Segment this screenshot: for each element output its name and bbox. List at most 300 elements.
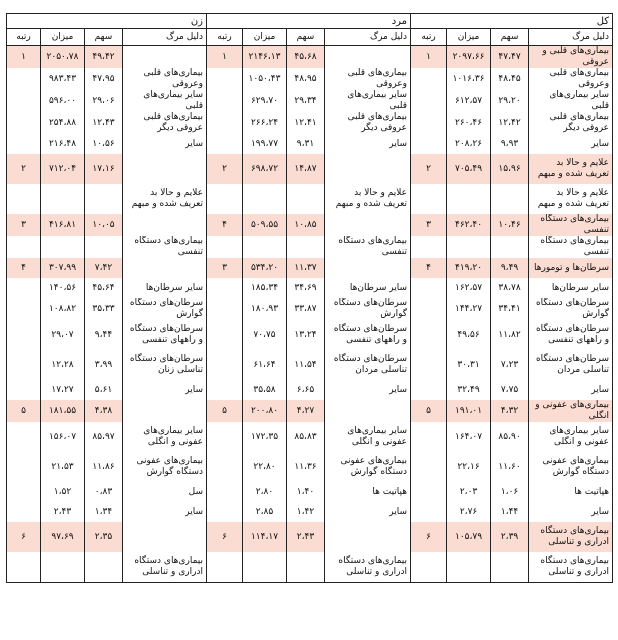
total-share-cell: ۱۲،۴۲ bbox=[491, 112, 529, 134]
subcategory-row bbox=[7, 278, 613, 298]
female-rate-cell: ۱۵۶،۰۷ bbox=[41, 422, 85, 452]
total-share-cell: ۲،۳۹ bbox=[491, 522, 529, 552]
total-cause-cell: بیماری‌های دستگاه ادراری و تناسلی bbox=[529, 552, 613, 583]
male-cause-cell: سایر سرطان‌ها bbox=[325, 278, 411, 298]
female-cause-cell: سایر bbox=[123, 380, 207, 400]
total-rank-cell bbox=[411, 90, 447, 112]
male-share-cell: ۴۵،۶۸ bbox=[287, 46, 325, 69]
total-cause-cell: هپاتیت ها bbox=[529, 482, 613, 502]
total-share-cell: ۱،۴۴ bbox=[491, 502, 529, 522]
female-share-cell: ۲۹،۰۶ bbox=[85, 90, 123, 112]
female-cause-cell: سایر سرطان‌ها bbox=[123, 278, 207, 298]
total-rate-cell: ۱۰۵،۷۹ bbox=[447, 522, 491, 552]
total-share-cell: ۱۱،۸۲ bbox=[491, 320, 529, 350]
female-rank-cell bbox=[7, 134, 41, 154]
total-rank-cell bbox=[411, 278, 447, 298]
header-cause: دلیل مرگ bbox=[529, 29, 613, 46]
subcategory-row bbox=[7, 380, 613, 400]
female-rank-cell bbox=[7, 320, 41, 350]
total-rate-cell: ۲۰۹۷،۶۶ bbox=[447, 46, 491, 69]
female-rate-cell: ۲۰۵۰،۷۸ bbox=[41, 46, 85, 69]
total-share-cell: ۴۷،۴۷ bbox=[491, 46, 529, 69]
header-share: سهم bbox=[491, 29, 529, 46]
female-rate-cell: ۲۱،۵۳ bbox=[41, 452, 85, 482]
total-share-cell: ۴۸،۴۵ bbox=[491, 68, 529, 90]
female-cause-cell: بیماری‌های قلبی عروقی دیگر bbox=[123, 112, 207, 134]
male-cause-cell bbox=[325, 154, 411, 184]
male-cause-cell bbox=[325, 522, 411, 552]
total-rank-cell bbox=[411, 298, 447, 320]
female-share-cell: ۵،۶۱ bbox=[85, 380, 123, 400]
category-row bbox=[7, 154, 613, 184]
male-share-cell: ۴۸،۹۵ bbox=[287, 68, 325, 90]
female-rate-cell: ۲۱۶،۴۸ bbox=[41, 134, 85, 154]
total-rank-cell bbox=[411, 112, 447, 134]
male-share-cell: ۱۳،۲۴ bbox=[287, 320, 325, 350]
female-rank-cell bbox=[7, 68, 41, 90]
male-rank-cell bbox=[207, 502, 243, 522]
female-rate-cell: ۱۰۸،۸۲ bbox=[41, 298, 85, 320]
category-row bbox=[7, 400, 613, 422]
total-share-cell: ۷،۲۳ bbox=[491, 350, 529, 380]
total-rate-cell bbox=[447, 552, 491, 583]
female-share-cell: ۰،۸۳ bbox=[85, 482, 123, 502]
male-cause-cell: سایر bbox=[325, 380, 411, 400]
female-rank-cell bbox=[7, 422, 41, 452]
total-cause-cell: بیماری‌های قلبی و عروقی bbox=[529, 46, 613, 69]
male-share-cell bbox=[287, 236, 325, 258]
total-rank-cell: ۴ bbox=[411, 258, 447, 278]
total-share-cell bbox=[491, 184, 529, 214]
female-rate-cell: ۱۷،۲۷ bbox=[41, 380, 85, 400]
header-rate: میزان bbox=[243, 29, 287, 46]
male-cause-cell: سایر بیماری‌های عفونی و انگلی bbox=[325, 422, 411, 452]
male-rate-cell: ۵۰۹،۵۵ bbox=[243, 214, 287, 236]
total-cause-cell: سایر bbox=[529, 380, 613, 400]
female-share-cell: ۴۵،۶۴ bbox=[85, 278, 123, 298]
male-cause-cell: سرطان‌های دستگاه تناسلی مردان bbox=[325, 350, 411, 380]
female-rate-cell: ۴۱۶،۸۱ bbox=[41, 214, 85, 236]
subcategory-row bbox=[7, 90, 613, 112]
male-rank-cell: ۴ bbox=[207, 214, 243, 236]
total-rank-cell bbox=[411, 552, 447, 583]
female-cause-cell: بیماری‌های عفونی دستگاه گوارش bbox=[123, 452, 207, 482]
male-cause-cell: سرطان‌های دستگاه و راههای تنفسی bbox=[325, 320, 411, 350]
female-rate-cell: ۲،۴۳ bbox=[41, 502, 85, 522]
female-rate-cell: ۱،۵۲ bbox=[41, 482, 85, 502]
total-share-cell: ۱۰،۴۶ bbox=[491, 214, 529, 236]
male-rank-cell bbox=[207, 452, 243, 482]
female-rate-cell: ۵۹۶،۰۰ bbox=[41, 90, 85, 112]
male-share-cell: ۲۹،۳۴ bbox=[287, 90, 325, 112]
male-rate-cell: ۱۱۴،۱۷ bbox=[243, 522, 287, 552]
total-rank-cell: ۳ bbox=[411, 214, 447, 236]
female-rank-cell: ۱ bbox=[7, 46, 41, 69]
group-total-label: کل bbox=[411, 14, 613, 29]
subcategory-row bbox=[7, 350, 613, 380]
female-share-cell bbox=[85, 184, 123, 214]
male-rate-cell bbox=[243, 184, 287, 214]
column-header-row bbox=[7, 29, 613, 46]
female-rank-cell: ۵ bbox=[7, 400, 41, 422]
female-rank-cell bbox=[7, 90, 41, 112]
total-rate-cell: ۳۰،۳۱ bbox=[447, 350, 491, 380]
total-cause-cell: بیماری‌های عفونی دستگاه گوارش bbox=[529, 452, 613, 482]
total-cause-cell: سایر بیماری‌های عفونی و انگلی bbox=[529, 422, 613, 452]
female-share-cell: ۳،۹۹ bbox=[85, 350, 123, 380]
female-rank-cell bbox=[7, 350, 41, 380]
female-share-cell bbox=[85, 552, 123, 583]
subcategory-row bbox=[7, 112, 613, 134]
female-cause-cell: بیماری‌های دستگاه تنفسی bbox=[123, 236, 207, 258]
total-rate-cell bbox=[447, 184, 491, 214]
male-share-cell: ۸۵،۸۳ bbox=[287, 422, 325, 452]
male-rank-cell bbox=[207, 320, 243, 350]
male-rate-cell: ۵۳۴،۲۰ bbox=[243, 258, 287, 278]
header-cause: دلیل مرگ bbox=[123, 29, 207, 46]
female-rate-cell: ۱۴۰،۵۶ bbox=[41, 278, 85, 298]
male-cause-cell: سایر بیماری‌های قلبی bbox=[325, 90, 411, 112]
male-rate-cell: ۲۰۰،۸۰ bbox=[243, 400, 287, 422]
male-share-cell: ۲،۴۳ bbox=[287, 522, 325, 552]
total-rank-cell: ۱ bbox=[411, 46, 447, 69]
male-share-cell: ۱۰،۸۵ bbox=[287, 214, 325, 236]
male-rate-cell: ۱۰۵۰،۴۳ bbox=[243, 68, 287, 90]
female-cause-cell: بیماری‌های دستگاه ادراری و تناسلی bbox=[123, 552, 207, 583]
subcategory-row bbox=[7, 236, 613, 258]
male-rank-cell bbox=[207, 482, 243, 502]
male-cause-cell: بیماری‌های دستگاه ادراری و تناسلی bbox=[325, 552, 411, 583]
category-row bbox=[7, 214, 613, 236]
total-cause-cell: بیماری‌های دستگاه ادراری و تناسلی bbox=[529, 522, 613, 552]
male-share-cell: ۱۱،۳۶ bbox=[287, 452, 325, 482]
male-share-cell: ۶،۶۵ bbox=[287, 380, 325, 400]
male-share-cell: ۱،۴۰ bbox=[287, 482, 325, 502]
total-cause-cell: بیماری‌های قلبی وعروقی bbox=[529, 68, 613, 90]
male-rate-cell: ۲۲،۸۰ bbox=[243, 452, 287, 482]
male-rate-cell: ۲۶۶،۲۴ bbox=[243, 112, 287, 134]
male-cause-cell bbox=[325, 400, 411, 422]
header-rate: میزان bbox=[447, 29, 491, 46]
male-rate-cell: ۱۷۲،۳۵ bbox=[243, 422, 287, 452]
total-rank-cell bbox=[411, 482, 447, 502]
female-rank-cell bbox=[7, 380, 41, 400]
total-share-cell: ۱۵،۹۶ bbox=[491, 154, 529, 184]
female-rate-cell bbox=[41, 184, 85, 214]
subcategory-row bbox=[7, 298, 613, 320]
total-share-cell: ۹،۴۹ bbox=[491, 258, 529, 278]
total-share-cell: ۹،۹۳ bbox=[491, 134, 529, 154]
total-rate-cell: ۱۶۴،۰۷ bbox=[447, 422, 491, 452]
female-share-cell: ۲،۳۵ bbox=[85, 522, 123, 552]
subcategory-row bbox=[7, 502, 613, 522]
total-rate-cell: ۴۹،۵۶ bbox=[447, 320, 491, 350]
total-cause-cell: سرطان‌ها و تومورها bbox=[529, 258, 613, 278]
female-rate-cell bbox=[41, 552, 85, 583]
total-share-cell: ۱۱،۶۰ bbox=[491, 452, 529, 482]
subcategory-row bbox=[7, 134, 613, 154]
header-cause: دلیل مرگ bbox=[325, 29, 411, 46]
total-rate-cell: ۱۴۴،۲۷ bbox=[447, 298, 491, 320]
female-share-cell bbox=[85, 236, 123, 258]
female-rank-cell bbox=[7, 552, 41, 583]
male-rank-cell bbox=[207, 134, 243, 154]
total-rank-cell bbox=[411, 452, 447, 482]
subcategory-row bbox=[7, 482, 613, 502]
male-rate-cell bbox=[243, 552, 287, 583]
subcategory-row bbox=[7, 320, 613, 350]
header-rank: رتبه bbox=[7, 29, 41, 46]
male-rate-cell: ۳۵،۵۸ bbox=[243, 380, 287, 400]
male-rank-cell: ۵ bbox=[207, 400, 243, 422]
female-rank-cell bbox=[7, 452, 41, 482]
male-rank-cell: ۲ bbox=[207, 154, 243, 184]
female-cause-cell: سایر bbox=[123, 134, 207, 154]
total-rate-cell: ۶۱۲،۵۷ bbox=[447, 90, 491, 112]
female-share-cell: ۱،۳۴ bbox=[85, 502, 123, 522]
female-rank-cell: ۲ bbox=[7, 154, 41, 184]
total-rank-cell bbox=[411, 236, 447, 258]
header-rank: رتبه bbox=[207, 29, 243, 46]
subcategory-row bbox=[7, 552, 613, 583]
total-cause-cell: سایر بیماری‌های قلبی bbox=[529, 90, 613, 112]
subcategory-row bbox=[7, 452, 613, 482]
male-cause-cell: علایم و حالا بد تعریف شده و مبهم bbox=[325, 184, 411, 214]
total-share-cell: ۴،۳۲ bbox=[491, 400, 529, 422]
total-rate-cell: ۴۱۹،۲۰ bbox=[447, 258, 491, 278]
total-rate-cell: ۱۶۲،۵۷ bbox=[447, 278, 491, 298]
male-rank-cell bbox=[207, 422, 243, 452]
female-share-cell: ۴،۳۸ bbox=[85, 400, 123, 422]
total-rate-cell bbox=[447, 236, 491, 258]
total-cause-cell: بیماری‌های قلبی عروقی دیگر bbox=[529, 112, 613, 134]
female-rank-cell: ۶ bbox=[7, 522, 41, 552]
female-share-cell: ۳۵،۳۳ bbox=[85, 298, 123, 320]
female-rank-cell bbox=[7, 482, 41, 502]
male-cause-cell bbox=[325, 46, 411, 69]
female-rate-cell: ۱۲،۲۸ bbox=[41, 350, 85, 380]
male-share-cell: ۳۴،۶۹ bbox=[287, 278, 325, 298]
total-cause-cell: سرطان‌های دستگاه و راههای تنفسی bbox=[529, 320, 613, 350]
male-rate-cell: ۱۸۰،۹۳ bbox=[243, 298, 287, 320]
total-rank-cell bbox=[411, 502, 447, 522]
total-share-cell: ۳۴،۴۱ bbox=[491, 298, 529, 320]
male-share-cell: ۱۲،۴۱ bbox=[287, 112, 325, 134]
total-rank-cell bbox=[411, 134, 447, 154]
male-rank-cell bbox=[207, 184, 243, 214]
total-cause-cell: سرطان‌های دستگاه تناسلی مردان bbox=[529, 350, 613, 380]
male-cause-cell: سرطان‌های دستگاه گوارش bbox=[325, 298, 411, 320]
male-cause-cell: بیماری‌های قلبی وعروقی bbox=[325, 68, 411, 90]
male-rate-cell: ۲۱۴۶،۱۳ bbox=[243, 46, 287, 69]
female-cause-cell bbox=[123, 214, 207, 236]
male-share-cell: ۹،۳۱ bbox=[287, 134, 325, 154]
female-cause-cell: سرطان‌های دستگاه گوارش bbox=[123, 298, 207, 320]
total-share-cell bbox=[491, 236, 529, 258]
male-rate-cell: ۲،۸۵ bbox=[243, 502, 287, 522]
total-rank-cell: ۲ bbox=[411, 154, 447, 184]
category-row bbox=[7, 258, 613, 278]
male-cause-cell: سایر bbox=[325, 134, 411, 154]
female-cause-cell: سایر بیماری‌های قلبی bbox=[123, 90, 207, 112]
female-cause-cell: سرطان‌های دستگاه تناسلی زنان bbox=[123, 350, 207, 380]
female-rank-cell: ۴ bbox=[7, 258, 41, 278]
male-rate-cell: ۲،۸۰ bbox=[243, 482, 287, 502]
male-rank-cell bbox=[207, 112, 243, 134]
male-share-cell bbox=[287, 552, 325, 583]
male-rank-cell bbox=[207, 298, 243, 320]
female-rate-cell: ۱۸۱،۵۵ bbox=[41, 400, 85, 422]
male-cause-cell bbox=[325, 258, 411, 278]
total-rank-cell bbox=[411, 68, 447, 90]
female-cause-cell: سرطان‌های دستگاه و راههای تنفسی bbox=[123, 320, 207, 350]
female-rank-cell: ۳ bbox=[7, 214, 41, 236]
group-male-label: مرد bbox=[207, 14, 411, 29]
male-rate-cell: ۶۱،۶۴ bbox=[243, 350, 287, 380]
subcategory-row bbox=[7, 184, 613, 214]
female-cause-cell: سایر bbox=[123, 502, 207, 522]
male-rank-cell: ۶ bbox=[207, 522, 243, 552]
total-rank-cell bbox=[411, 350, 447, 380]
female-cause-cell bbox=[123, 522, 207, 552]
female-rank-cell bbox=[7, 298, 41, 320]
female-share-cell: ۴۷،۹۵ bbox=[85, 68, 123, 90]
male-rank-cell bbox=[207, 90, 243, 112]
male-share-cell: ۱۴،۸۷ bbox=[287, 154, 325, 184]
male-rate-cell: ۶۹۸،۷۲ bbox=[243, 154, 287, 184]
total-cause-cell: سایر bbox=[529, 134, 613, 154]
female-rank-cell bbox=[7, 112, 41, 134]
total-rate-cell: ۲۰۸،۲۶ bbox=[447, 134, 491, 154]
total-share-cell: ۳۸،۷۸ bbox=[491, 278, 529, 298]
header-share: سهم bbox=[287, 29, 325, 46]
total-cause-cell: علایم و حالا بد تعریف شده و مبهم bbox=[529, 184, 613, 214]
female-rate-cell bbox=[41, 236, 85, 258]
category-row bbox=[7, 46, 613, 69]
female-rank-cell bbox=[7, 184, 41, 214]
total-rate-cell: ۲۶۰،۴۶ bbox=[447, 112, 491, 134]
female-cause-cell bbox=[123, 154, 207, 184]
female-cause-cell bbox=[123, 400, 207, 422]
male-share-cell: ۱،۴۲ bbox=[287, 502, 325, 522]
female-share-cell: ۴۹،۴۲ bbox=[85, 46, 123, 69]
total-rank-cell bbox=[411, 380, 447, 400]
group-header-row bbox=[7, 14, 613, 29]
male-rank-cell bbox=[207, 380, 243, 400]
male-rate-cell: ۶۲۹،۷۰ bbox=[243, 90, 287, 112]
male-share-cell: ۱۱،۳۷ bbox=[287, 258, 325, 278]
male-share-cell bbox=[287, 184, 325, 214]
total-cause-cell: بیماری‌های دستگاه تنفسی bbox=[529, 214, 613, 236]
total-rank-cell: ۵ bbox=[411, 400, 447, 422]
female-share-cell: ۱۷،۱۶ bbox=[85, 154, 123, 184]
male-rate-cell bbox=[243, 236, 287, 258]
female-share-cell: ۹،۴۴ bbox=[85, 320, 123, 350]
total-rate-cell: ۲،۰۳ bbox=[447, 482, 491, 502]
male-cause-cell: هپاتیت ها bbox=[325, 482, 411, 502]
female-cause-cell: سایر بیماری‌های عفونی و انگلی bbox=[123, 422, 207, 452]
total-share-cell bbox=[491, 552, 529, 583]
total-share-cell: ۷،۷۵ bbox=[491, 380, 529, 400]
male-cause-cell: بیماری‌های عفونی دستگاه گوارش bbox=[325, 452, 411, 482]
female-cause-cell: علایم و حالا بد تعریف شده و مبهم bbox=[123, 184, 207, 214]
total-rank-cell bbox=[411, 320, 447, 350]
total-rank-cell bbox=[411, 422, 447, 452]
female-rate-cell: ۲۹،۰۷ bbox=[41, 320, 85, 350]
total-cause-cell: سرطان‌های دستگاه گوارش bbox=[529, 298, 613, 320]
female-share-cell: ۱۰،۵۶ bbox=[85, 134, 123, 154]
header-rank: رتبه bbox=[411, 29, 447, 46]
subcategory-row bbox=[7, 422, 613, 452]
female-rate-cell: ۹۷،۶۹ bbox=[41, 522, 85, 552]
total-share-cell: ۱،۰۶ bbox=[491, 482, 529, 502]
male-rate-cell: ۱۹۹،۷۷ bbox=[243, 134, 287, 154]
female-rank-cell bbox=[7, 236, 41, 258]
female-cause-cell bbox=[123, 46, 207, 69]
female-rate-cell: ۹۸۳،۴۳ bbox=[41, 68, 85, 90]
female-share-cell: ۱۱،۸۶ bbox=[85, 452, 123, 482]
female-cause-cell: بیماری‌های قلبی وعروقی bbox=[123, 68, 207, 90]
male-rank-cell bbox=[207, 68, 243, 90]
female-share-cell: ۱۰،۰۵ bbox=[85, 214, 123, 236]
male-cause-cell: بیماری‌های قلبی عروقی دیگر bbox=[325, 112, 411, 134]
header-share: سهم bbox=[85, 29, 123, 46]
male-rank-cell bbox=[207, 278, 243, 298]
total-share-cell: ۸۵،۹۰ bbox=[491, 422, 529, 452]
male-rank-cell bbox=[207, 236, 243, 258]
total-rank-cell bbox=[411, 184, 447, 214]
total-rank-cell: ۶ bbox=[411, 522, 447, 552]
female-rate-cell: ۳۰۷،۹۹ bbox=[41, 258, 85, 278]
category-row bbox=[7, 522, 613, 552]
male-rate-cell: ۱۸۵،۳۴ bbox=[243, 278, 287, 298]
female-share-cell: ۷،۴۲ bbox=[85, 258, 123, 278]
male-share-cell: ۱۱،۵۴ bbox=[287, 350, 325, 380]
male-rank-cell: ۳ bbox=[207, 258, 243, 278]
total-cause-cell: سایر bbox=[529, 502, 613, 522]
total-rate-cell: ۲۲،۱۶ bbox=[447, 452, 491, 482]
group-female-label: زن bbox=[7, 14, 207, 29]
total-rate-cell: ۷۰۵،۴۹ bbox=[447, 154, 491, 184]
total-share-cell: ۲۹،۲۰ bbox=[491, 90, 529, 112]
subcategory-row bbox=[7, 68, 613, 90]
female-cause-cell: سل bbox=[123, 482, 207, 502]
total-rate-cell: ۲،۷۶ bbox=[447, 502, 491, 522]
male-rank-cell bbox=[207, 350, 243, 380]
male-cause-cell bbox=[325, 214, 411, 236]
male-cause-cell: بیماری‌های دستگاه تنفسی bbox=[325, 236, 411, 258]
female-rate-cell: ۲۵۴،۸۸ bbox=[41, 112, 85, 134]
female-share-cell: ۸۵،۹۷ bbox=[85, 422, 123, 452]
male-rank-cell bbox=[207, 552, 243, 583]
total-cause-cell: علایم و حالا بد تعریف شده و مبهم bbox=[529, 154, 613, 184]
total-rate-cell: ۱۹۱،۰۱ bbox=[447, 400, 491, 422]
female-rank-cell bbox=[7, 502, 41, 522]
female-share-cell: ۱۲،۴۳ bbox=[85, 112, 123, 134]
total-rate-cell: ۱۰۱۶،۳۶ bbox=[447, 68, 491, 90]
total-rate-cell: ۴۶۲،۴۰ bbox=[447, 214, 491, 236]
male-rank-cell: ۱ bbox=[207, 46, 243, 69]
male-cause-cell: سایر bbox=[325, 502, 411, 522]
male-share-cell: ۳۳،۸۷ bbox=[287, 298, 325, 320]
total-cause-cell: سایر سرطان‌ها bbox=[529, 278, 613, 298]
total-rate-cell: ۳۲،۴۹ bbox=[447, 380, 491, 400]
total-cause-cell: بیماری‌های عفونی و انگلی bbox=[529, 400, 613, 422]
female-rate-cell: ۷۱۲،۰۴ bbox=[41, 154, 85, 184]
mortality-table bbox=[6, 13, 613, 583]
female-cause-cell bbox=[123, 258, 207, 278]
male-rate-cell: ۷۰،۷۵ bbox=[243, 320, 287, 350]
